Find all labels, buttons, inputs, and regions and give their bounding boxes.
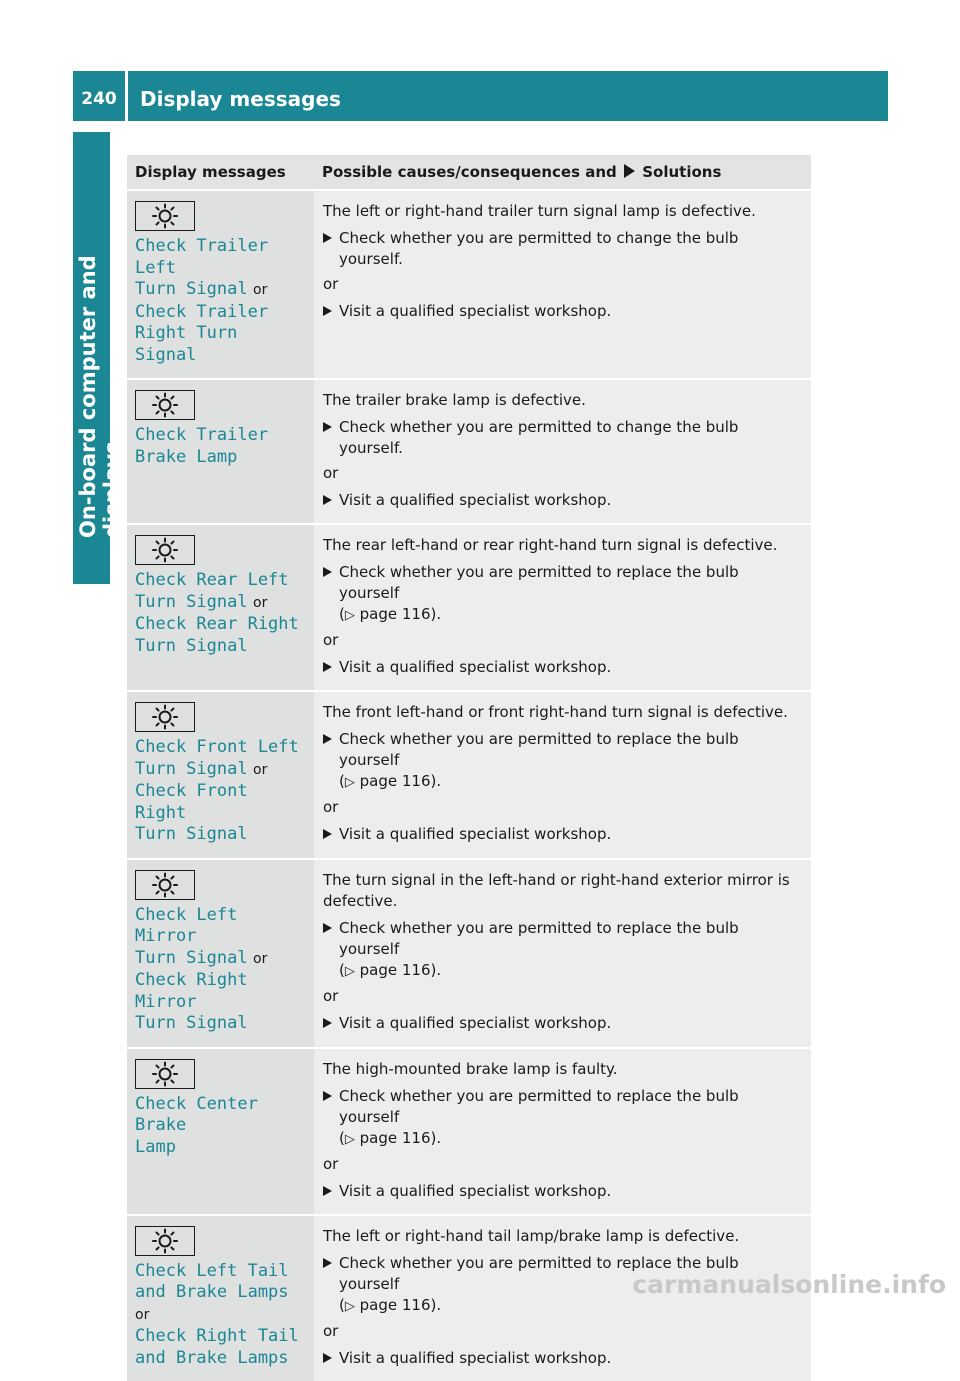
solution-step bbox=[323, 824, 803, 845]
display-message-cell bbox=[127, 379, 314, 524]
column-header-solutions bbox=[314, 155, 811, 190]
column-header-prefix: Possible causes/consequences and bbox=[322, 163, 617, 181]
table-header-row bbox=[127, 155, 811, 190]
cause-text: The trailer brake lamp is defective. bbox=[323, 390, 803, 411]
step-text: Visit a qualified specialist workshop. bbox=[339, 1182, 611, 1200]
solution-step: Check whether you are permitted to replace the bulb yourself (▷ page 116). bbox=[323, 1086, 803, 1150]
solution-step bbox=[323, 417, 803, 459]
page-ref-triangle-icon: ▷ bbox=[345, 1132, 355, 1147]
action-arrow-icon bbox=[323, 1186, 332, 1196]
solution-step bbox=[323, 228, 803, 270]
step-text: Check whether you are permitted to change the bulb yourself. bbox=[339, 418, 738, 457]
step-text: Visit a qualified specialist workshop. bbox=[339, 658, 611, 676]
display-message-text: Check Trailer bbox=[135, 425, 268, 445]
step-text: Check whether you are permitted to replace the bulb yourself bbox=[339, 1087, 739, 1126]
cause-text: The rear left-hand or rear right-hand turn signal is defective. bbox=[323, 535, 803, 556]
or-connector: or bbox=[253, 282, 267, 298]
action-arrow-icon bbox=[323, 923, 332, 933]
display-message-text: Check Rear Left bbox=[135, 570, 289, 590]
action-arrow-icon bbox=[323, 233, 332, 243]
display-message-text: Brake Lamp bbox=[135, 447, 237, 467]
or-text: or bbox=[323, 986, 803, 1007]
or-connector: or bbox=[253, 762, 267, 778]
bulb-warning-icon bbox=[135, 390, 195, 420]
solution-step: Check whether you are permitted to replace the bulb yourself (▷ page 116). bbox=[323, 918, 803, 982]
step-text: Visit a qualified specialist workshop. bbox=[339, 1349, 611, 1367]
or-text: or bbox=[323, 1154, 803, 1175]
page-ref-triangle-icon: ▷ bbox=[345, 775, 355, 790]
display-message-text: Lamp bbox=[135, 1137, 176, 1157]
solution-cell bbox=[314, 190, 811, 379]
step-text: Visit a qualified specialist workshop. bbox=[339, 302, 611, 320]
step-text: Check whether you are permitted to replace the bulb yourself bbox=[339, 563, 739, 602]
action-arrow-icon bbox=[323, 1258, 332, 1268]
bulb-warning-icon bbox=[135, 535, 195, 565]
watermark: carmanualsonline.info bbox=[632, 1270, 946, 1299]
step-text: Visit a qualified specialist workshop. bbox=[339, 491, 611, 509]
display-message-cell bbox=[127, 691, 314, 859]
action-arrow-icon bbox=[323, 734, 332, 744]
display-message-text: Check Left Tail bbox=[135, 1261, 289, 1281]
display-message bbox=[135, 425, 306, 468]
display-message-text: and Brake Lamps bbox=[135, 1348, 289, 1368]
display-message-text: Check Trailer bbox=[135, 302, 268, 322]
page-number: 240 bbox=[73, 71, 125, 121]
page-reference: page 116). bbox=[360, 1129, 441, 1147]
cause-text: The turn signal in the left-hand or right-hand exterior mirror is defective. bbox=[323, 870, 803, 912]
action-arrow-icon bbox=[323, 1091, 332, 1101]
solution-step: Check whether you are permitted to replace the bulb yourself (▷ page 116). bbox=[323, 729, 803, 793]
header-divider bbox=[125, 71, 128, 121]
bulb-warning-icon bbox=[135, 702, 195, 732]
table-row bbox=[127, 691, 811, 859]
solution-step bbox=[323, 301, 803, 322]
solution-step: Check whether you are permitted to replace the bulb yourself (▷ page 116). bbox=[323, 1253, 803, 1317]
page-ref-triangle-icon: ▷ bbox=[345, 1299, 355, 1314]
bulb-warning-icon bbox=[135, 870, 195, 900]
action-arrow-icon bbox=[323, 1353, 332, 1363]
action-arrow-icon bbox=[323, 662, 332, 672]
solution-step: Check whether you are permitted to replace the bulb yourself (▷ page 116). bbox=[323, 562, 803, 626]
display-message-text: Turn Signal bbox=[135, 948, 248, 968]
display-message-text: Turn Signal bbox=[135, 636, 248, 656]
solution-step bbox=[323, 490, 803, 511]
display-message-text: and Brake Lamps bbox=[135, 1282, 289, 1302]
action-arrow-icon bbox=[323, 495, 332, 505]
or-text: or bbox=[323, 630, 803, 651]
action-arrow-icon bbox=[323, 422, 332, 432]
step-text: Check whether you are permitted to replace the bulb yourself bbox=[339, 730, 739, 769]
display-message-text: Right Turn Signal bbox=[135, 323, 237, 365]
table-row bbox=[127, 524, 811, 691]
table-row bbox=[127, 379, 811, 524]
display-message-text: Turn Signal bbox=[135, 759, 248, 779]
display-message bbox=[135, 1094, 306, 1159]
action-arrow-icon bbox=[624, 164, 635, 178]
solution-step bbox=[323, 1013, 803, 1034]
display-message-text: Check Center Brake bbox=[135, 1094, 258, 1136]
display-message-text: Check Right Mirror bbox=[135, 970, 248, 1012]
page-reference: page 116). bbox=[360, 961, 441, 979]
display-message bbox=[135, 570, 306, 657]
display-message-cell bbox=[127, 190, 314, 379]
solution-step bbox=[323, 1348, 803, 1369]
display-messages-table bbox=[127, 155, 811, 1381]
or-connector: or bbox=[253, 595, 267, 611]
display-message-cell bbox=[127, 859, 314, 1048]
display-message-cell bbox=[127, 1048, 314, 1215]
or-connector: or bbox=[135, 1307, 149, 1323]
solution-cell bbox=[314, 691, 811, 859]
table-row bbox=[127, 190, 811, 379]
action-arrow-icon bbox=[323, 829, 332, 839]
step-text: Visit a qualified specialist workshop. bbox=[339, 825, 611, 843]
display-message-text: Turn Signal bbox=[135, 824, 248, 844]
page-ref-triangle-icon: ▷ bbox=[345, 964, 355, 979]
display-message-cell bbox=[127, 524, 314, 691]
display-message-text: Check Right Tail bbox=[135, 1326, 299, 1346]
display-message-text: Check Trailer Left bbox=[135, 236, 268, 278]
cause-text: The left or right-hand tail lamp/brake lamp is defective. bbox=[323, 1226, 803, 1247]
step-text: Check whether you are permitted to replace the bulb yourself bbox=[339, 1254, 739, 1293]
solution-step bbox=[323, 1181, 803, 1202]
solution-cell bbox=[314, 859, 811, 1048]
action-arrow-icon bbox=[323, 567, 332, 577]
cause-text: The high-mounted brake lamp is faulty. bbox=[323, 1059, 803, 1080]
or-text: or bbox=[323, 274, 803, 295]
step-text: Visit a qualified specialist workshop. bbox=[339, 1014, 611, 1032]
solution-cell bbox=[314, 1048, 811, 1215]
action-arrow-icon bbox=[323, 1018, 332, 1028]
section-title: Display messages bbox=[140, 71, 341, 121]
page-reference: page 116). bbox=[360, 772, 441, 790]
bulb-warning-icon bbox=[135, 1226, 195, 1256]
display-message-text: Turn Signal bbox=[135, 279, 248, 299]
step-text: Check whether you are permitted to change the bulb yourself. bbox=[339, 229, 738, 268]
or-text: or bbox=[323, 797, 803, 818]
table-row bbox=[127, 1048, 811, 1215]
display-message-text: Check Front Left bbox=[135, 737, 299, 757]
column-header-suffix: Solutions bbox=[642, 163, 721, 181]
cause-text: The left or right-hand trailer turn signal lamp is defective. bbox=[323, 201, 803, 222]
display-message bbox=[135, 1261, 306, 1370]
display-message-text: Turn Signal bbox=[135, 592, 248, 612]
solution-step bbox=[323, 657, 803, 678]
display-message-text: Check Rear Right bbox=[135, 614, 299, 634]
display-message-cell bbox=[127, 1215, 314, 1381]
or-text: or bbox=[323, 1321, 803, 1342]
display-message-text: Turn Signal bbox=[135, 1013, 248, 1033]
table-row bbox=[127, 859, 811, 1048]
side-tab-label: On-board computer and displays bbox=[80, 166, 120, 538]
or-text: or bbox=[323, 463, 803, 484]
display-message bbox=[135, 737, 306, 846]
display-message bbox=[135, 236, 306, 366]
cause-text: The front left-hand or front right-hand turn signal is defective. bbox=[323, 702, 803, 723]
page-ref-triangle-icon: ▷ bbox=[345, 608, 355, 623]
or-connector: or bbox=[253, 951, 267, 967]
action-arrow-icon bbox=[323, 306, 332, 316]
display-message bbox=[135, 905, 306, 1035]
page-reference: page 116). bbox=[360, 1296, 441, 1314]
column-header-display-messages: Display messages bbox=[127, 155, 314, 190]
solution-cell bbox=[314, 524, 811, 691]
solution-cell bbox=[314, 379, 811, 524]
display-message-text: Check Left Mirror bbox=[135, 905, 237, 947]
display-message-text: Check Front Right bbox=[135, 781, 248, 823]
bulb-warning-icon bbox=[135, 1059, 195, 1089]
bulb-warning-icon bbox=[135, 201, 195, 231]
page-reference: page 116). bbox=[360, 605, 441, 623]
step-text: Check whether you are permitted to replace the bulb yourself bbox=[339, 919, 739, 958]
